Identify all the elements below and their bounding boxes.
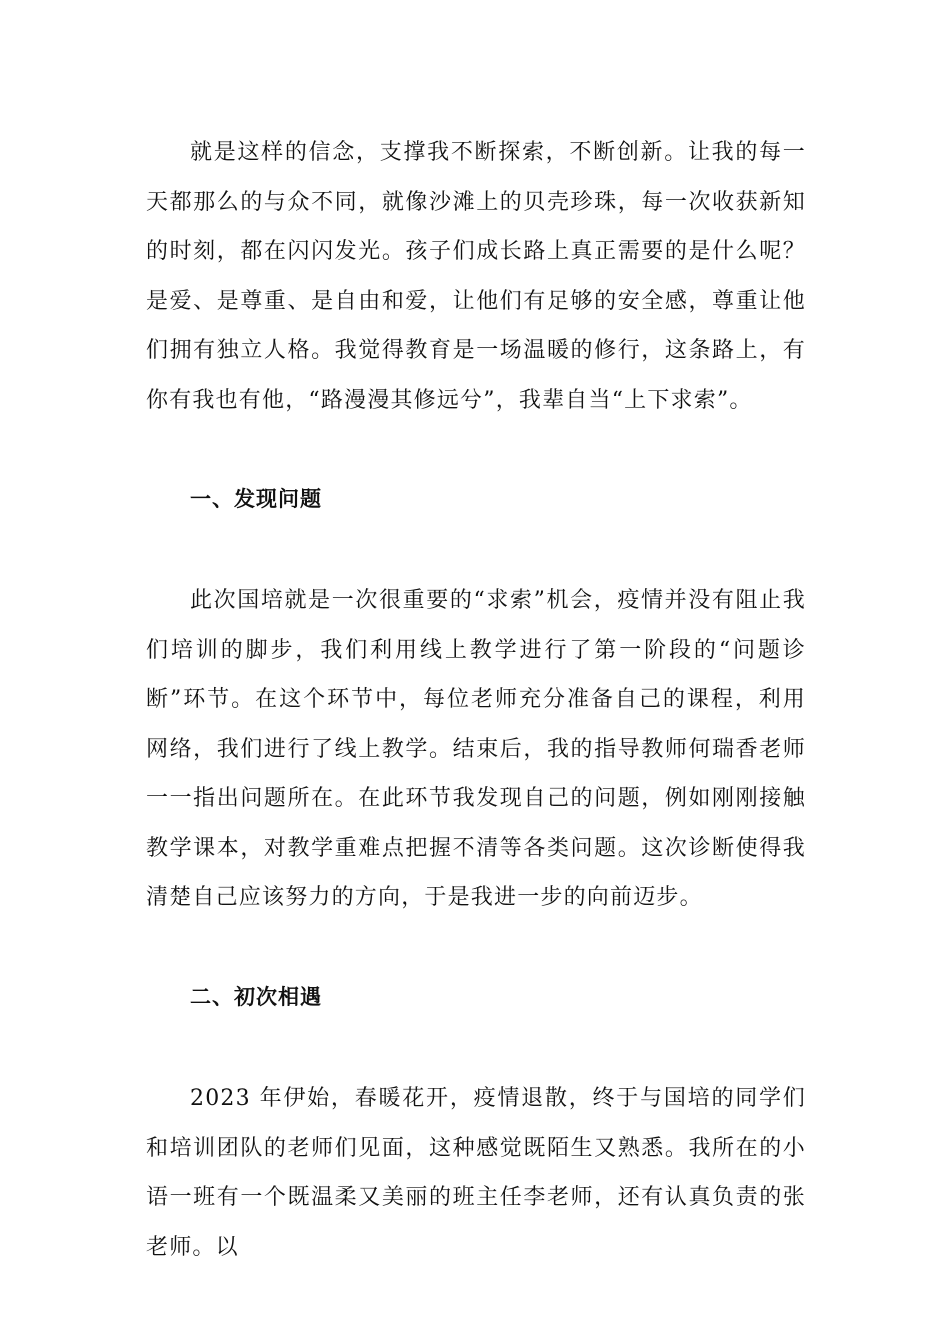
paragraph-training-diagnosis: 此次国培就是一次很重要的“求索”机会，疫情并没有阻止我们培训的脚步，我们利用线上教学进行了第一阶段的“问题诊断”环节。在这个环节中，每位老师充分准备自己的课程，利用网络，我们进行了线上教学。结束后，我的指导教师何瑞香老师一一指出问题所在。在此环节我发现自己的问题，例如刚刚接触教学课本，对教学重难点把握不清等各类问题。这次诊断使得我清楚自己应该努力的方向，于是我进一步的向前迈步。 — [146, 588, 806, 910]
paragraph-belief: 就是这样的信念，支撑我不断探索，不断创新。让我的每一天都那么的与众不同，就像沙滩上的贝壳珍珠，每一次收获新知的时刻，都在闪闪发光。孩子们成长路上真正需要的是什么呢？是爱、是尊重、是自由和爱，让他们有足够的安全感，尊重让他们拥有独立人格。我觉得教育是一场温暖的修行，这条路上，有你有我也有他，“路漫漫其修远兮”，我辈自当“上下求索”。 — [146, 140, 806, 413]
paragraph-first-meeting: 2023 年伊始，春暖花开，疫情退散，终于与国培的同学们和培训团队的老师们见面，这种感觉既陌生又熟悉。我所在的小语一班有一个既温柔又美丽的班主任李老师，还有认真负责的张老师。以 — [146, 1086, 806, 1260]
section-heading-discover-problems: 一、发现问题 — [190, 487, 322, 511]
section-heading-first-meeting: 二、初次相遇 — [190, 985, 322, 1009]
